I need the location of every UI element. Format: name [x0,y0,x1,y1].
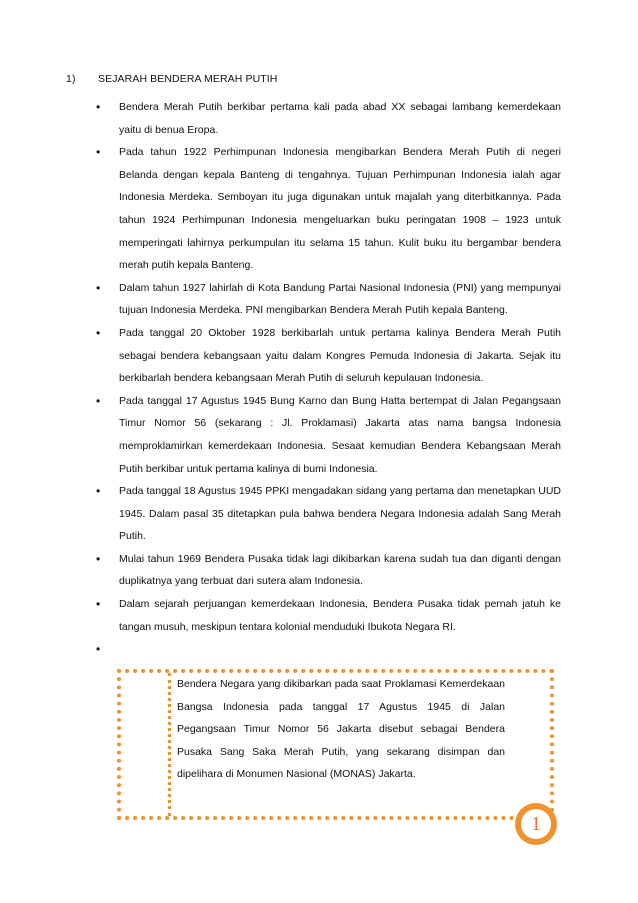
list-item: • Pada tanggal 20 Oktober 1928 berkibarlah untuk pertama kalinya Bendera Merah Putih sebagai bendera kebangsaan yaitu dalam Kongres Pemuda Indonesia di Jakarta. Sejak itu berkibarlah bendera kebangsaan Merah Putih di seluruh kepulauan Indonesia. [93,322,561,390]
section-heading [66,73,277,85]
callout-text: Bendera Negara yang dikibarkan pada saat Proklamasi Kemerdekaan Bangsa Indonesia pada tanggal 17 Agustus 1945 di Jalan Pegangsaan Timur Nomor 56 Jakarta disebut sebagai Bendera Pusaka Sang Saka Merah Putih, yang sekarang disimpan dan dipelihara di Monumen Nasional (MONAS) Jakarta. [177,678,505,781]
list-item-empty [93,638,561,661]
section-title: SEJARAH BENDERA MERAH PUTIH [98,73,278,85]
list-item: • Dalam tahun 1927 lahirlah di Kota Bandung Partai Nasional Indonesia (PNI) yang mempunyai tujuan Indonesia Merdeka. PNI mengibarkan Bendera Merah Putih kepala Banteng. [93,277,561,322]
list-item: • Bendera Merah Putih berkibar pertama kali pada abad XX sebagai lambang kemerdekaan yaitu di benua Eropa. [93,96,561,141]
page-number-circle [521,809,551,839]
section-number: 1) [66,73,76,85]
page-number-badge [515,803,557,845]
list-item: • Mulai tahun 1969 Bendera Pusaka tidak lagi dikibarkan karena sudah tua dan diganti dengan duplikatnya yang terbuat dari sutera alam Indonesia. [93,548,561,593]
list-item: • Pada tanggal 17 Agustus 1945 Bung Karno dan Bung Hatta bertempat di Jalan Pegangsaan Timur Nomor 56 (sekarang : Jl. Proklamasi) Jakarta atas nama bangsa Indonesia memproklamirkan kemerdekaan Indonesia. Sesaat kemudian Bendera Kebangsaan Merah Putih berkibar untuk pertama kalinya di bumi Indonesia. [93,390,561,480]
list-item: • Dalam sejarah perjuangan kemerdekaan Indonesia, Bendera Pusaka tidak pernah jatuh ke tangan musuh, meskipun tentara kolonial menduduki Ibukota Negara RI. [93,593,561,638]
page-number: 1 [531,813,541,835]
bullet-list [93,96,561,661]
callout-divider [168,673,171,816]
list-item: • Pada tanggal 18 Agustus 1945 PPKI mengadakan sidang yang pertama dan menetapkan UUD 1945. Dalam pasal 35 ditetapkan pula bahwa bendera Negara Indonesia adalah Sang Merah Putih. [93,480,561,548]
list-item: • Pada tahun 1922 Perhimpunan Indonesia mengibarkan Bendera Merah Putih di negeri Belanda dengan kepala Banteng di tengahnya. Tujuan Perhimpunan Indonesia ialah agar Indonesia Merdeka. Semboyan itu juga digunakan untuk majalah yang diterbitkannya. Pada tahun 1924 Perhimpunan Indonesia mengeluarkan buku peringatan 1908 – 1923 untuk memperingati lahirnya perkumpulan itu selama 15 tahun. Kulit buku itu bergambar bendera merah putih kepala Banteng. [93,141,561,277]
